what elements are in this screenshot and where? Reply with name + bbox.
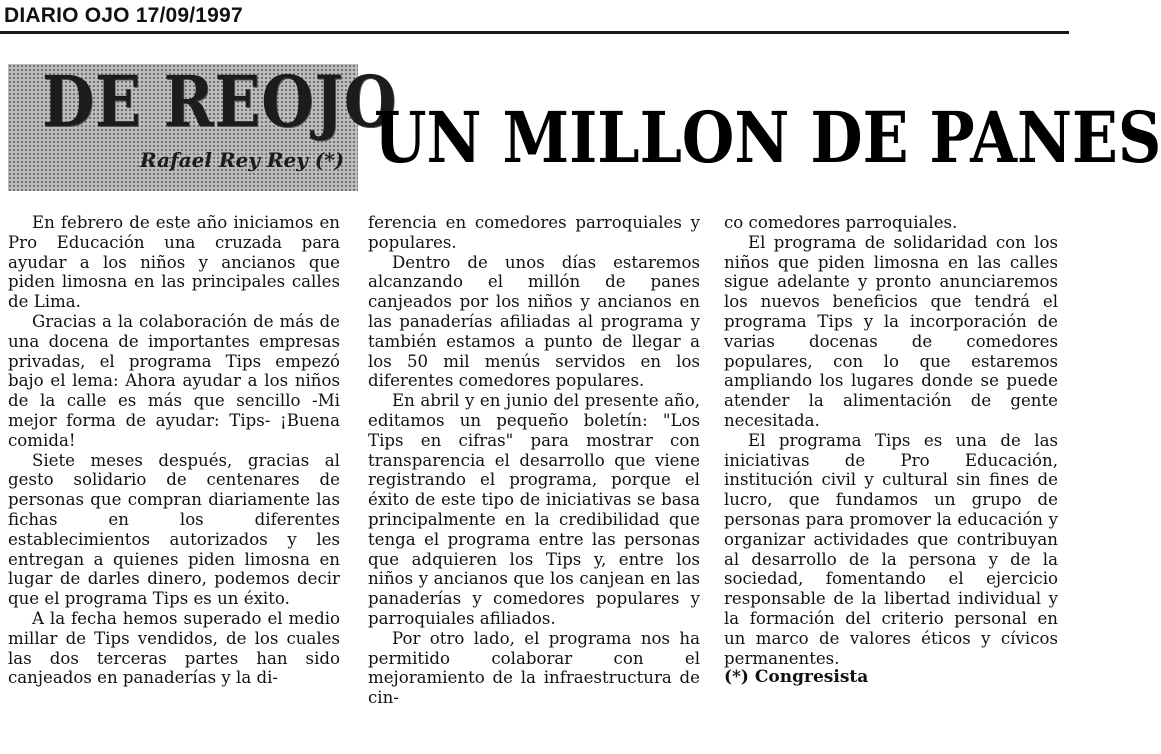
author-signature: (*) Congresista: [724, 667, 869, 688]
headline: UN MILLON DE PANES: [374, 96, 1161, 179]
paragraph: El programa Tips es una de las iniciativas de Pro Educación, institución civil y cultural sin fines de lucro, que fundamos un grupo de personas para promover la educación y organizar actividades que contribuyan al desarrollo de la persona y de la sociedad, fomentando el ejercicio responsable de la libertad individual y la formación del criterio personal en un marco de valores éticos y cívicos permanentes.: [724, 430, 1058, 668]
paragraph: El programa de solidaridad con los niños que piden limosna en las calles sigue adelante y pronto anunciaremos los nuevos beneficios que tendrá el programa Tips y la incorporación de varias docenas de comedores populares, con lo que estaremos ampliando los lugares donde se puede atender la alimentación de gente necesitada.: [724, 232, 1058, 430]
paragraph: Siete meses después, gracias al gesto solidario de centenares de personas que compran diariamente las fichas en los diferentes establecimientos autorizados y les entregan a quienes piden limosna en lugar de darles dinero, podemos decir que el programa Tips es un éxito.: [8, 450, 340, 609]
header-rule: [0, 31, 1069, 34]
article-column-3: [724, 213, 1058, 688]
paragraph: Dentro de unos días estaremos alcanzando el millón de panes canjeados por los niños y ancianos en las panaderías afiliadas al programa y también estamos a punto de llegar a los 50 mil menús servidos en los diferentes comedores populares.: [368, 252, 700, 391]
paragraph: En febrero de este año iniciamos en Pro Educación una cruzada para ayudar a los niños y ancianos que piden limosna en las principales calles de Lima.: [8, 213, 340, 312]
paragraph: En abril y en junio del presente año, editamos un pequeño boletín: "Los Tips en cifras" para mostrar con transparencia el desarrollo que viene registrando el programa, porque el éxito de este tipo de iniciativas se basa principalmente en la credibilidad que tenga el programa entre las personas que adquieren los Tips y, entre los niños y ancianos que los canjean en las panaderías y comedores populares y parroquiales afiliados.: [368, 391, 700, 628]
paragraph: ferencia en comedores parroquiales y populares.: [368, 213, 700, 252]
byline: Rafael Rey Rey (*): [140, 148, 345, 172]
paragraph: Gracias a la colaboración de más de una docena de importantes empresas privadas, el programa Tips empezó bajo el lema: Ahora ayudar a los niños de la calle es más que sencillo -Mi mejor forma de ayudar: Tips- ¡Buena comida!: [8, 311, 340, 450]
source-label: DIARIO OJO 17/09/1997: [4, 4, 243, 27]
article-column-1: [8, 213, 340, 688]
paragraph: Por otro lado, el programa nos ha permitido colaborar con el mejoramiento de la infraestructura de cin-: [368, 628, 700, 708]
paragraph: A la fecha hemos superado el medio millar de Tips vendidos, de los cuales las dos terceras partes han sido canjeados en panaderías y la di-: [8, 608, 340, 688]
article-column-2: [368, 213, 700, 708]
paragraph: co comedores parroquiales.: [724, 213, 958, 232]
column-label: DE REOJO: [42, 60, 398, 143]
